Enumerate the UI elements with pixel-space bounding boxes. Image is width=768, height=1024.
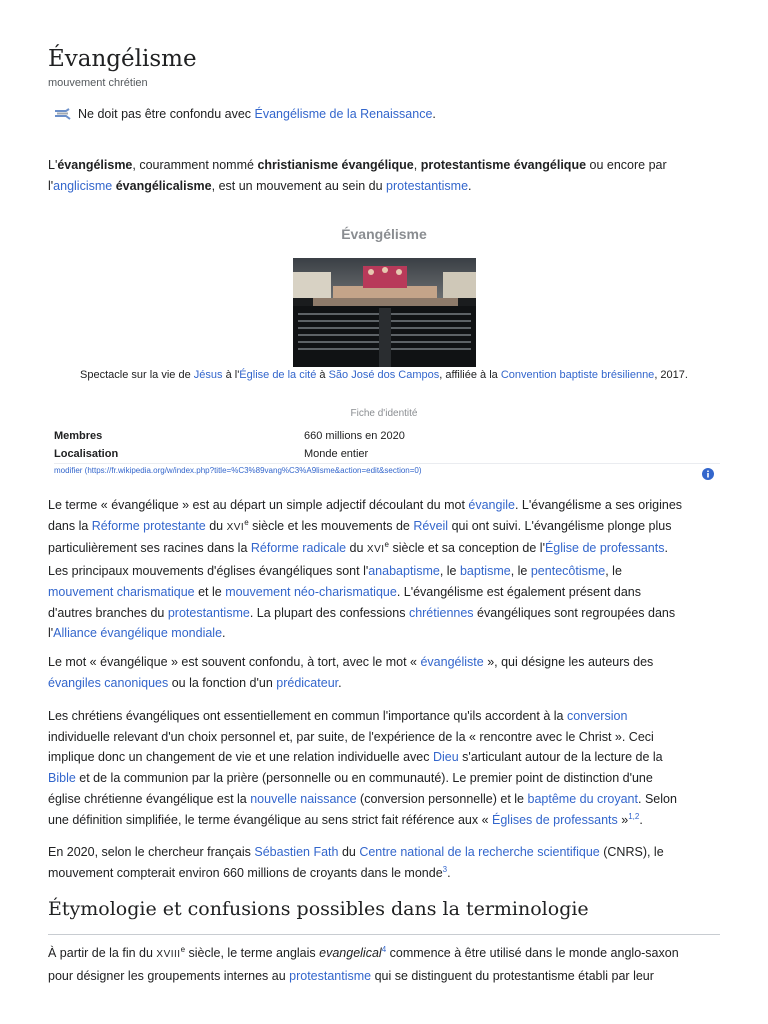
section-divider <box>48 934 720 935</box>
link-nouvelle-naissance[interactable]: nouvelle naissance <box>250 791 357 806</box>
infobox-caption: Spectacle sur la vie de Jésus à l'Église de la cité à São José dos Campos, affiliée à la Convention baptiste brésilienne, 2017. <box>80 369 688 381</box>
link-reforme-protestante[interactable]: Réforme protestante <box>91 518 206 533</box>
paragraph-5: À partir de la fin du XVIIIe siècle, le terme anglais evangelical$^4$ commence à être utilisé dans le monde anglo-saxon pour désigner les groupements internes au protestantisme qui se distinguent du protestantisme établi par leur <box>48 944 679 983</box>
link-conversion[interactable]: conversion <box>566 709 628 723</box>
link-mouvement-charismatique[interactable]: mouvement charismatique <box>48 584 195 599</box>
link-anglicisme[interactable]: anglicisme <box>53 178 113 193</box>
row-value: 660 millions en 2020 <box>304 430 405 442</box>
link-convention-baptiste[interactable]: Convention baptiste brésilienne <box>500 369 655 381</box>
row-value: Monde entier <box>304 448 369 460</box>
link-reforme-radicale[interactable]: Réforme radicale <box>250 541 347 556</box>
hatnote: Ne doit pas être confondu avec Évangélisme de la Renaissance . <box>54 107 436 121</box>
link-protestantisme-2[interactable]: protestantisme <box>167 605 250 620</box>
modify-link[interactable]: modifier (https://fr.wikipedia.org/w/index.php?title=%C3%89vang%C3%A9lisme&action=edit&section=0) <box>54 466 422 475</box>
infobox-id-heading: Fiche d'identité <box>350 408 418 419</box>
hatnote-text: Ne doit pas être confondu avec <box>78 107 252 121</box>
link-alliance-evangelique[interactable]: Alliance évangélique mondiale <box>53 626 223 641</box>
link-chretiennes[interactable]: chrétiennes <box>408 605 474 620</box>
page-title: Évangélisme <box>48 46 197 72</box>
link-reveil[interactable]: Réveil <box>413 518 449 533</box>
infobox-image[interactable] <box>293 258 476 367</box>
link-evangile[interactable]: évangile <box>468 498 515 512</box>
section-heading: Étymologie et confusions possibles dans la terminologie <box>48 898 589 920</box>
footnote-ref[interactable]: 3 <box>442 864 448 874</box>
link-pentecotisme[interactable]: pentecôtisme <box>530 564 606 579</box>
footnote-ref[interactable]: 1,2 <box>628 811 640 821</box>
row-key: Localisation <box>54 448 119 460</box>
row-key: Membres <box>54 430 103 442</box>
paragraph-3: Les chrétiens évangéliques ont essentiellement en commun l'importance qu'ils accordent à la conversion individuelle relevant d'un choix personnel et, par suite, de l'expérience de la « rencontre avec le Christ ». Ceci implique donc un changement de vie et une relation individuelle avec Dieu s'articulant autour de la lecture de la Bible et de la communion par la prière (personnelle ou en communauté). Le premier point de distinction d'une église chrétienne évangélique est la nouvelle naissance (conversion personnelle) et le baptême du croyant. Selon une définition simplifiée, le terme évangélique au sens strict fait référence aux « Églises de professants »$^{1,2}$. <box>48 709 677 827</box>
infobox-divider <box>54 463 720 464</box>
link-dieu[interactable]: Dieu <box>432 750 459 765</box>
info-icon[interactable] <box>702 467 714 485</box>
link-sebastien-fath[interactable]: Sébastien Fath <box>254 845 339 859</box>
link-protestantisme[interactable]: protestantisme <box>386 178 469 193</box>
link-eglise-de-la-cite[interactable]: Église de la cité <box>239 369 317 381</box>
link-cnrs[interactable]: Centre national de la recherche scientifique <box>359 845 600 859</box>
infobox-title: Évangélisme <box>341 226 427 242</box>
page-subtitle: mouvement chrétien <box>48 77 148 89</box>
link-sao-jose[interactable]: São José dos Campos <box>328 369 440 381</box>
link-eglises-de-professants[interactable]: Églises de professants <box>492 812 618 827</box>
paragraph-1: Le terme « évangélique » est au départ un simple adjectif découlant du mot évangile. L'évangélisme a ses origines dans la Réforme protestante du XVIe siècle et les mouvements de Réveil qui ont suivi. L'évangélisme plonge plus particulièrement ses racines dans la Réforme radicale du XVIe siècle et sa conception de l'Église de professants. Les principaux mouvements d'églises évangéliques sont l'anabaptisme, le baptisme, le pentecôtisme, le mouvement charismatique et le mouvement néo-charismatique. L'évangélisme est également présent dans d'autres branches du protestantisme. La plupart des confessions chrétiennes évangéliques sont regroupées dans l'Alliance évangélique mondiale. <box>48 498 683 641</box>
event-photo <box>293 258 476 367</box>
hatnote-link[interactable]: Évangélisme de la Renaissance <box>254 107 433 121</box>
link-baptisme[interactable]: baptisme <box>459 564 511 579</box>
link-evangiles-canoniques[interactable]: évangiles canoniques <box>48 675 169 690</box>
link-protestantisme-3[interactable]: protestantisme <box>289 968 372 983</box>
link-eglise-de-professants[interactable]: Église de professants <box>544 541 665 556</box>
paragraph-4: En 2020, selon le chercheur français Sébastien Fath du Centre national de la recherche scientifique (CNRS), le mouvement compterait environ 660 millions de croyants dans le monde$^3$. <box>48 845 664 880</box>
link-evangeliste[interactable]: évangéliste <box>420 655 484 669</box>
link-bible[interactable]: Bible <box>48 771 76 786</box>
intro-paragraph: L'évangélisme, couramment nommé christianisme évangélique, protestantisme évangélique ou encore par l'anglicisme évangélicalisme, est un mouvement au sein du protestantisme. <box>48 158 667 193</box>
link-neo-charismatique[interactable]: mouvement néo-charismatique <box>225 584 397 599</box>
disambiguation-icon <box>54 108 72 120</box>
link-predicateur[interactable]: prédicateur <box>276 675 339 690</box>
link-jesus[interactable]: Jésus <box>193 369 223 381</box>
link-anabaptisme[interactable]: anabaptisme <box>368 564 440 579</box>
paragraph-2: Le mot « évangélique » est souvent confondu, à tort, avec le mot « évangéliste », qui désigne les auteurs des évangiles canoniques ou la fonction d'un prédicateur. <box>48 655 654 690</box>
link-bapteme-du-croyant[interactable]: baptême du croyant <box>527 791 638 806</box>
footnote-ref[interactable]: 4 <box>381 944 387 954</box>
